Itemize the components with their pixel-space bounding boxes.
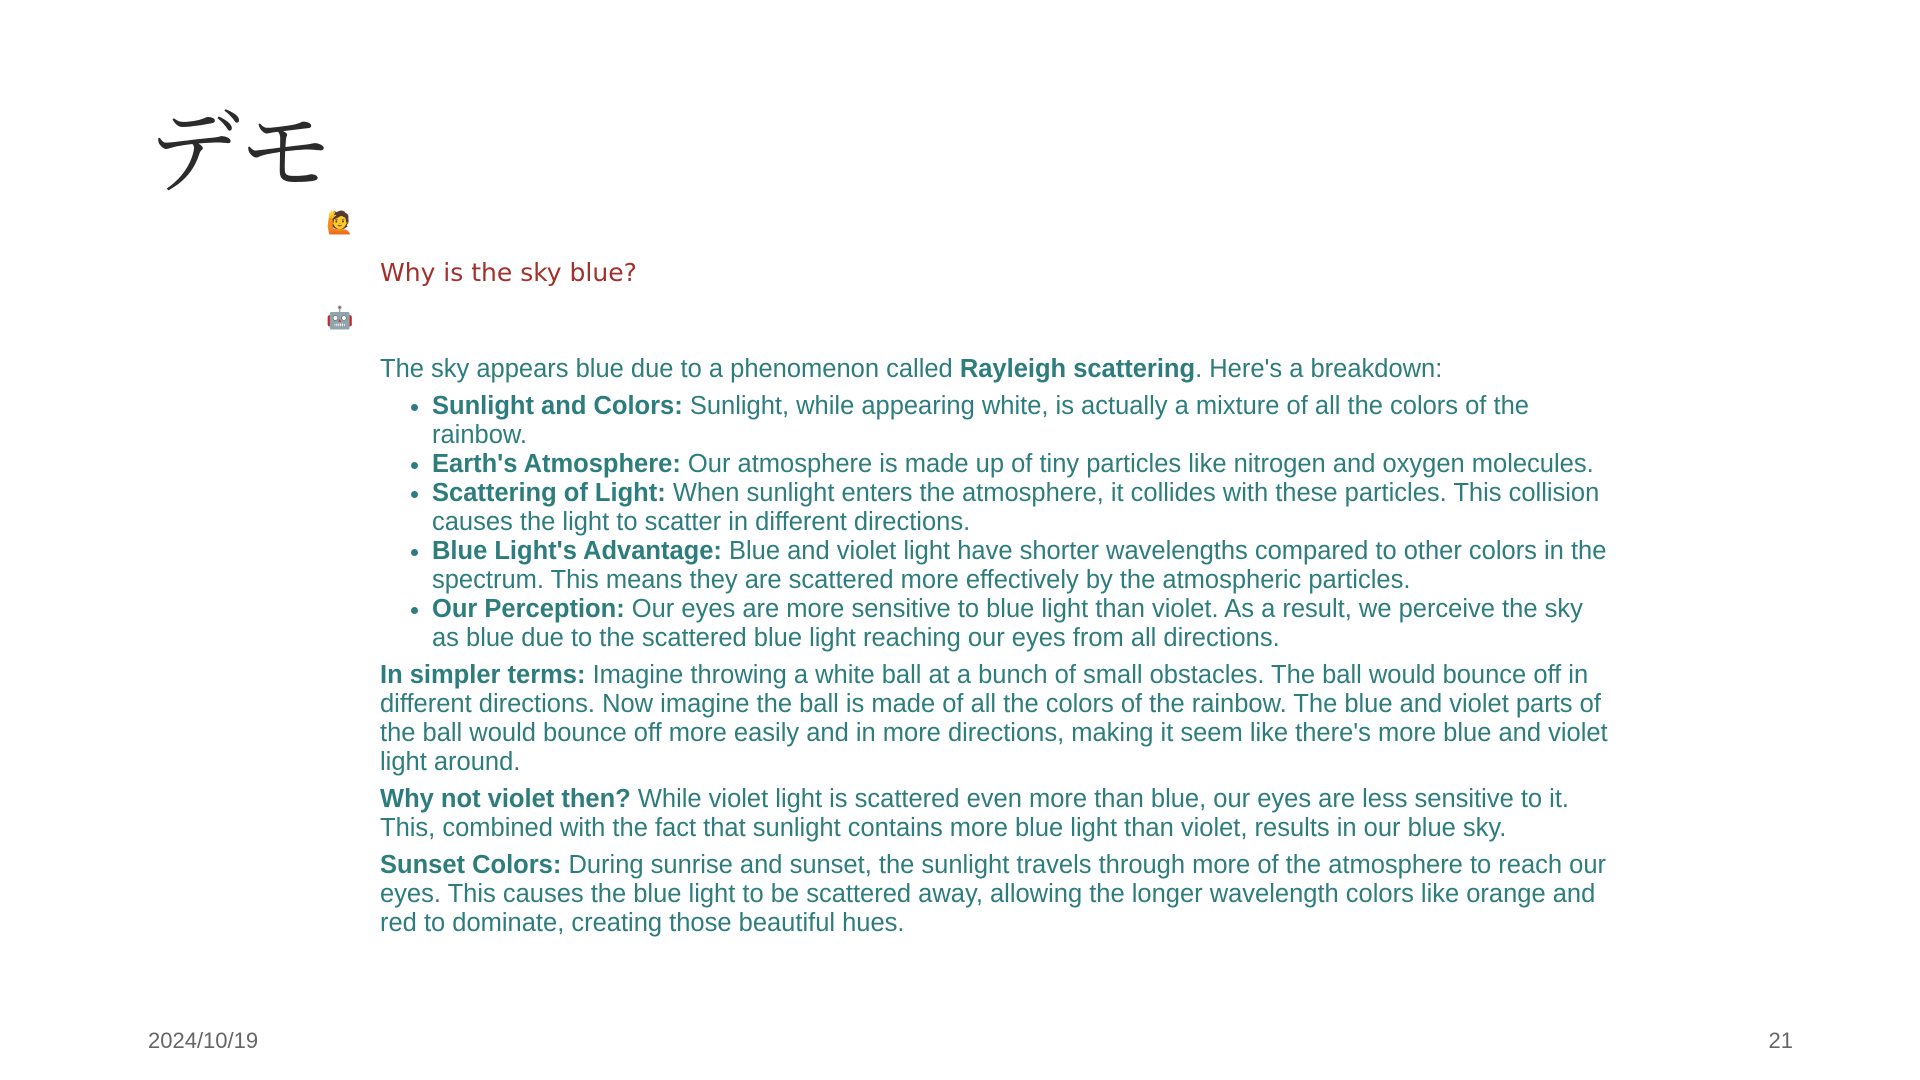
answer-paragraph bbox=[380, 785, 1610, 843]
answer-paragraph bbox=[380, 851, 1610, 938]
bullet-heading: Sunlight and Colors: bbox=[432, 392, 683, 420]
bullet-item bbox=[432, 479, 1610, 537]
answer-bullet-list bbox=[380, 392, 1610, 653]
paragraph-text: While violet light is scattered even more than blue, our eyes are less sensitive to it. This, combined with the fact that sunlight contains more blue light than violet, results in our blue sky. bbox=[380, 785, 1570, 842]
answer-intro-before: The sky appears blue due to a phenomenon called bbox=[380, 355, 960, 383]
paragraph-heading: Why not violet then? bbox=[380, 785, 631, 813]
paragraph-heading: In simpler terms: bbox=[380, 661, 586, 689]
answer-intro-after: . Here's a breakdown: bbox=[1195, 355, 1443, 383]
robot-avatar-icon: 🤖 bbox=[326, 306, 354, 331]
slide-date: 2024/10/19 bbox=[148, 1028, 259, 1053]
bullet-heading: Earth's Atmosphere: bbox=[432, 450, 681, 478]
bullet-heading: Scattering of Light: bbox=[432, 479, 666, 507]
paragraph-heading: Sunset Colors: bbox=[380, 851, 562, 879]
answer-intro-bold: Rayleigh scattering bbox=[959, 355, 1196, 383]
answer-paragraph bbox=[380, 661, 1610, 777]
paragraph-text: During sunrise and sunset, the sunlight travels through more of the atmosphere to reach our eyes. This causes the blue light to be scattered away, allowing the longer wavelength colors like orange and red to dominate, creating those beautiful hues. bbox=[380, 851, 1607, 937]
bullet-heading: Our Perception: bbox=[432, 595, 625, 623]
user-avatar-icon: 🙋 bbox=[326, 211, 354, 236]
paragraph-text: Imagine throwing a white ball at a bunch of small obstacles. The ball would bounce off in different directions. Now imagine the ball is made of all the colors of the rainbow. The blue and violet parts of the ball would bounce off more easily and in more directions, making it seem like there's more blue and violet light around. bbox=[380, 661, 1608, 776]
bullet-item bbox=[432, 450, 1610, 479]
bot-answer bbox=[380, 355, 1610, 946]
slide-page-number: 21 bbox=[1768, 1028, 1793, 1053]
slide-title: デモ bbox=[148, 99, 333, 206]
answer-intro bbox=[380, 355, 1610, 384]
bullet-item bbox=[432, 392, 1610, 450]
bullet-item bbox=[432, 537, 1610, 595]
bullet-text: Our atmosphere is made up of tiny particles like nitrogen and oxygen molecules. bbox=[680, 450, 1594, 478]
bullet-text: Our eyes are more sensitive to blue light than violet. As a result, we perceive the sky as blue due to the scattered blue light reaching our eyes from all directions. bbox=[432, 595, 1583, 652]
user-question: Why is the sky blue? bbox=[380, 258, 637, 287]
bullet-heading: Blue Light's Advantage: bbox=[432, 537, 722, 565]
bullet-item bbox=[432, 595, 1610, 653]
bullet-text: Sunlight, while appearing white, is actually a mixture of all the colors of the rainbow. bbox=[432, 392, 1529, 449]
bullet-text: When sunlight enters the atmosphere, it collides with these particles. This collision causes the light to scatter in different directions. bbox=[432, 479, 1600, 536]
bullet-text: Blue and violet light have shorter wavelengths compared to other colors in the spectrum. This means they are scattered more effectively by the atmospheric particles. bbox=[432, 537, 1607, 594]
